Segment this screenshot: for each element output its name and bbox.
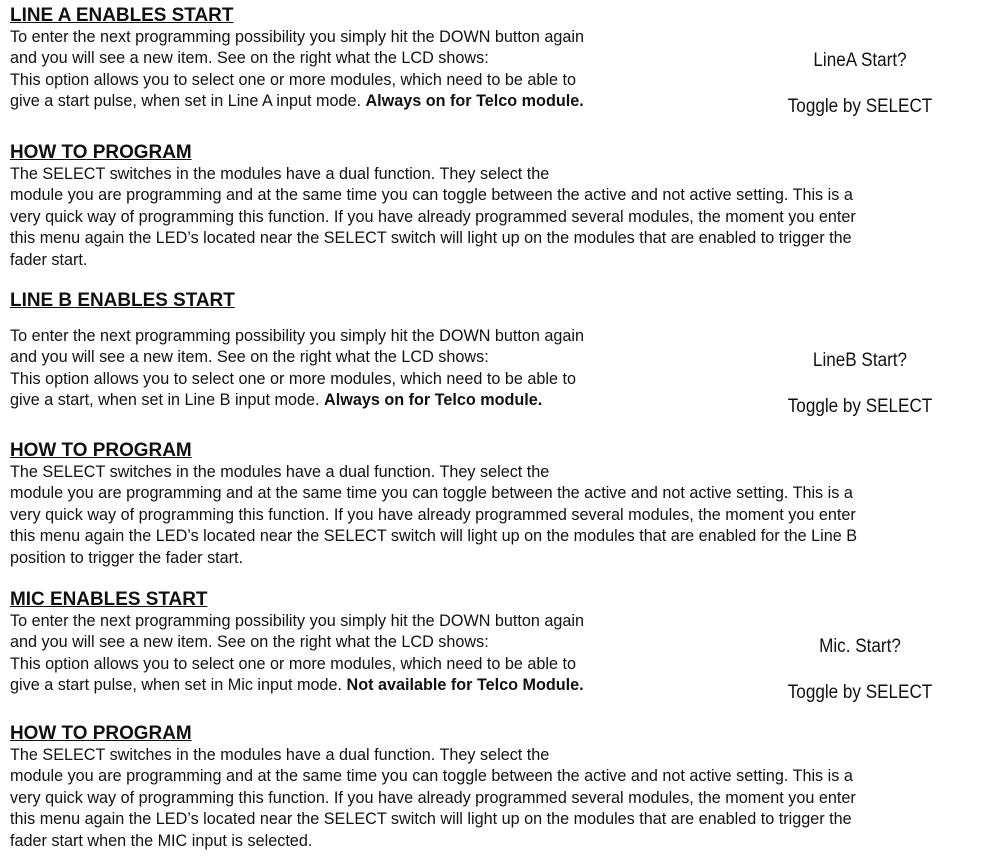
body-line: To enter the next programming possibility you simply hit the DOWN button again	[10, 27, 585, 46]
lcd-display-line-a-toggle	[784, 95, 937, 119]
body-line: This option allows you to select one or more modules, which need to be able to	[10, 369, 576, 388]
lcd-line-2: Toggle by SELECT	[787, 396, 933, 417]
section-heading: HOW TO PROGRAM	[10, 723, 192, 744]
section-how-to-program-b	[10, 440, 857, 570]
emphasis-note: Always on for Telco module.	[365, 92, 584, 111]
lcd-display-mic	[784, 635, 937, 659]
body-line: and you will see a new item. See on the right what the LCD shows:	[10, 348, 489, 367]
section-body	[10, 326, 584, 412]
body-line: this menu again the LED’s located near the SELECT switch will light up on the modules that are enabled to trigger the	[10, 229, 852, 248]
section-heading: LINE B ENABLES START	[10, 290, 235, 311]
section-body	[10, 611, 584, 697]
section-heading: HOW TO PROGRAM	[10, 440, 192, 461]
emphasis-note: Always on for Telco module.	[324, 391, 543, 410]
section-mic-enables-start	[10, 589, 584, 697]
lcd-display-line-b	[784, 349, 937, 373]
body-line: this menu again the LED’s located near the SELECT switch will light up on the modules that are enabled for the Line B	[10, 527, 858, 546]
body-text: give a start pulse, when set in Mic input mode.	[10, 676, 347, 695]
lcd-line-1: LineA Start?	[813, 50, 907, 71]
body-line: position to trigger the fader start.	[10, 548, 244, 567]
emphasis-note: Not available for Telco Module.	[346, 676, 584, 695]
body-line: The SELECT switches in the modules have a dual function. They select the	[10, 745, 550, 764]
lcd-display-line-a	[784, 49, 937, 73]
body-line-last	[10, 390, 584, 412]
body-line: very quick way of programming this function. If you have already programmed several modules, the moment you enter	[10, 788, 856, 807]
body-line: fader start.	[10, 250, 88, 269]
body-line: module you are programming and at the same time you can toggle between the active and not active setting. This is a	[10, 767, 853, 786]
section-body	[10, 462, 857, 570]
body-line: and you will see a new item. See on the right what the LCD shows:	[10, 633, 489, 652]
lcd-display-line-b-toggle	[784, 395, 937, 419]
section-heading: MIC ENABLES START	[10, 589, 208, 610]
body-line: this menu again the LED’s located near the SELECT switch will light up on the modules that are enabled to trigger the	[10, 810, 852, 829]
body-line: and you will see a new item. See on the right what the LCD shows:	[10, 49, 489, 68]
body-line: very quick way of programming this function. If you have already programmed several modules, the moment you enter	[10, 207, 856, 226]
body-line: The SELECT switches in the modules have a dual function. They select the	[10, 462, 550, 481]
section-line-a-enables-start	[10, 5, 584, 113]
body-line-last	[10, 91, 584, 113]
body-text: give a start pulse, when set in Line A input mode.	[10, 92, 366, 111]
section-body	[10, 164, 856, 272]
section-body	[10, 745, 856, 853]
body-line: fader start when the MIC input is selected.	[10, 831, 313, 850]
lcd-line-1: LineB Start?	[812, 350, 908, 371]
section-how-to-program-mic	[10, 723, 856, 853]
lcd-display-mic-toggle	[784, 681, 937, 705]
section-heading: HOW TO PROGRAM	[10, 142, 192, 163]
section-heading: LINE A ENABLES START	[10, 5, 234, 26]
section-line-b-enables-start	[10, 290, 584, 412]
body-line: The SELECT switches in the modules have a dual function. They select the	[10, 164, 550, 183]
body-line: module you are programming and at the same time you can toggle between the active and not active setting. This is a	[10, 186, 853, 205]
section-how-to-program-a	[10, 142, 856, 272]
body-line-last	[10, 675, 584, 697]
body-line: To enter the next programming possibility you simply hit the DOWN button again	[10, 611, 585, 630]
body-line: module you are programming and at the same time you can toggle between the active and not active setting. This is a	[10, 484, 853, 503]
lcd-line-2: Toggle by SELECT	[787, 96, 933, 117]
body-text: give a start, when set in Line B input mode.	[10, 391, 325, 410]
body-line: This option allows you to select one or more modules, which need to be able to	[10, 70, 576, 89]
section-body	[10, 27, 584, 113]
body-line: very quick way of programming this function. If you have already programmed several modules, the moment you enter	[10, 505, 856, 524]
body-line: This option allows you to select one or more modules, which need to be able to	[10, 654, 576, 673]
body-line: To enter the next programming possibility you simply hit the DOWN button again	[10, 326, 585, 345]
lcd-line-2: Toggle by SELECT	[787, 682, 933, 703]
lcd-line-1: Mic. Start?	[819, 636, 901, 657]
